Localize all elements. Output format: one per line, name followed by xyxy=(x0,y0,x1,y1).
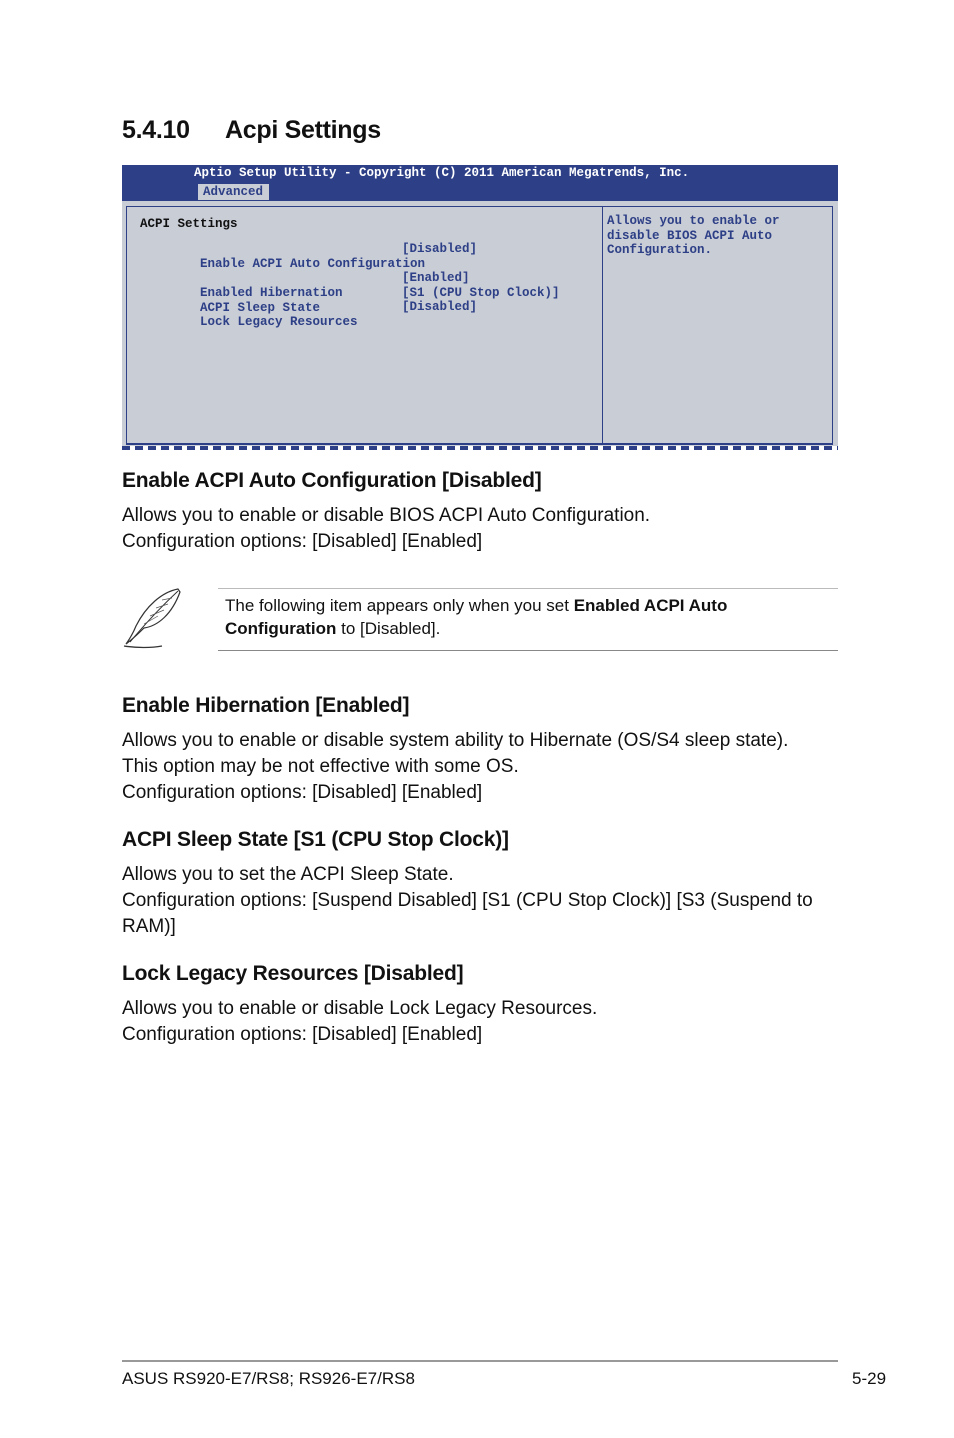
text-line: Allows you to enable or disable system ability to Hibernate (OS/S4 sleep state). xyxy=(122,730,789,751)
bios-body xyxy=(122,201,838,446)
heading-hibernation: Enable Hibernation [Enabled] xyxy=(122,694,410,717)
help-line: Configuration. xyxy=(607,243,713,257)
bios-dashed-border xyxy=(122,446,838,450)
text-line: This option may be not effective with some OS. xyxy=(122,756,519,777)
paragraph-sleep-state xyxy=(122,862,842,940)
help-line: Allows you to enable or xyxy=(607,214,780,228)
text-line: RAM)] xyxy=(122,916,176,937)
bios-heading: ACPI Settings xyxy=(140,217,238,231)
bios-item-lock-legacy[interactable] xyxy=(140,300,478,358)
note-divider-top xyxy=(218,588,838,589)
heading-acpi-auto-config: Enable ACPI Auto Configuration [Disabled] xyxy=(122,469,542,492)
text-line: Allows you to enable or disable Lock Legacy Resources. xyxy=(122,998,598,1019)
bios-item-value: [Disabled] xyxy=(402,300,478,314)
note-bold-2: Configuration xyxy=(225,619,337,638)
text-line: Allows you to set the ACPI Sleep State. xyxy=(122,864,454,885)
bios-item-value: [S1 (CPU Stop Clock)] xyxy=(402,286,560,300)
bios-tab-advanced[interactable]: Advanced xyxy=(198,184,269,200)
section-title xyxy=(122,116,381,145)
note-bold-1: Enabled ACPI Auto xyxy=(573,596,728,615)
bios-help-text xyxy=(607,214,780,258)
bios-item-label: ACPI Sleep State xyxy=(200,300,321,315)
footer-page-number: 5-29 xyxy=(852,1369,887,1388)
section-title-text: Acpi Settings xyxy=(225,116,381,144)
note-pre: The following item appears only when you set xyxy=(225,596,574,615)
note-divider-bottom xyxy=(218,650,838,651)
help-line: disable BIOS ACPI Auto xyxy=(607,228,773,243)
footer-model: ASUS RS920-E7/RS8; RS926-E7/RS8 xyxy=(122,1369,415,1388)
paragraph-acpi-auto-config xyxy=(122,503,842,555)
bios-item-value: [Enabled] xyxy=(402,271,470,285)
note-post: to [Disabled]. xyxy=(336,619,441,638)
text-line: Configuration options: [Disabled] [Enabled] xyxy=(122,531,483,552)
bios-main-panel xyxy=(126,206,603,445)
heading-sleep-state: ACPI Sleep State [S1 (CPU Stop Clock)] xyxy=(122,828,509,851)
bios-item-label: Lock Legacy Resources xyxy=(200,314,358,329)
text-line: Configuration options: [Disabled] [Enabled] xyxy=(122,1024,483,1045)
text-line: Allows you to enable or disable BIOS ACPI Auto Configuration. xyxy=(122,505,651,526)
text-line: Configuration options: [Disabled] [Enabled] xyxy=(122,782,483,803)
paragraph-hibernation xyxy=(122,728,842,806)
bios-help-panel xyxy=(602,206,833,445)
text-line: Configuration options: [Suspend Disabled] [S1 (CPU Stop Clock)] [S3 (Suspend to xyxy=(122,890,813,911)
feather-note-icon xyxy=(122,586,186,650)
bios-item-label: Enabled Hibernation xyxy=(200,285,343,300)
bios-header xyxy=(122,165,838,201)
note-text xyxy=(225,594,825,640)
bios-item-label: Enable ACPI Auto Configuration xyxy=(200,256,426,271)
heading-lock-legacy: Lock Legacy Resources [Disabled] xyxy=(122,962,464,985)
paragraph-lock-legacy xyxy=(122,996,842,1048)
bios-item-value: [Disabled] xyxy=(402,242,478,256)
bios-screenshot xyxy=(122,165,838,450)
bios-title: Aptio Setup Utility - Copyright (C) 2011 American Megatrends, Inc. xyxy=(194,166,690,180)
footer-divider xyxy=(122,1360,838,1362)
section-number: 5.4.10 xyxy=(122,116,190,144)
